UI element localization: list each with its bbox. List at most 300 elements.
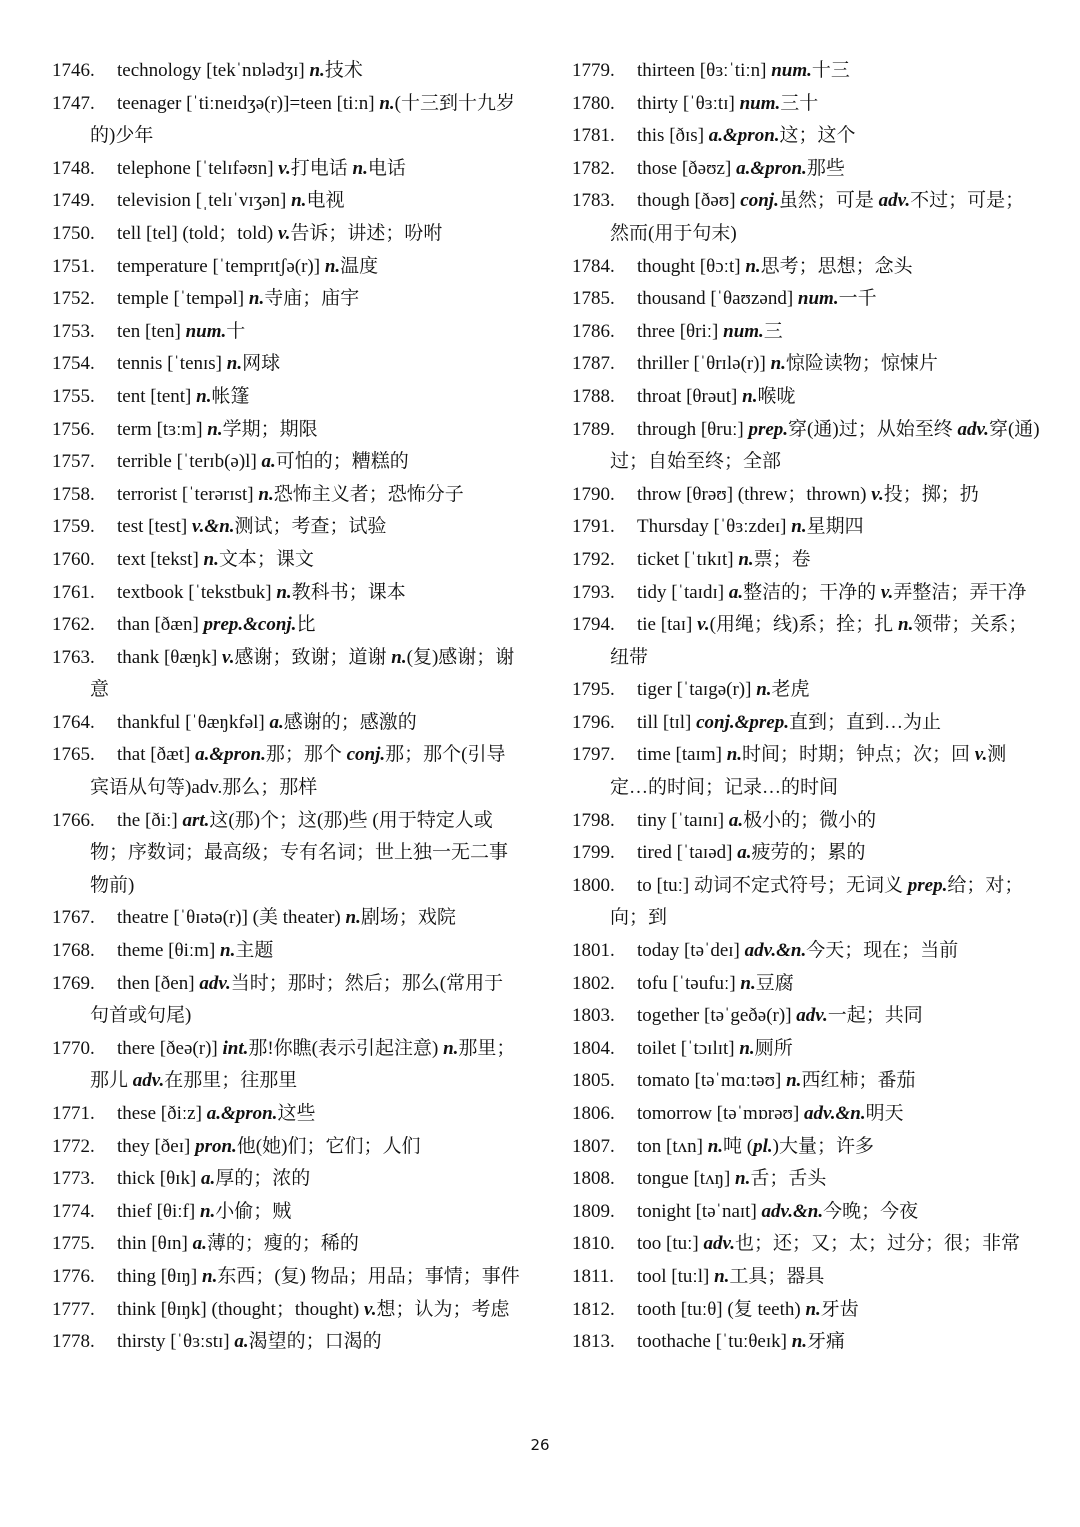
entry-headword: time [taɪm] xyxy=(637,744,722,766)
part-of-speech: n. xyxy=(352,157,368,179)
entry-number: 1756. xyxy=(52,418,95,440)
definition: 教科书；课本 xyxy=(291,581,406,603)
part-of-speech: n. xyxy=(309,60,325,81)
definition: 豆腐 xyxy=(755,972,794,994)
entry-number: 1786. xyxy=(572,320,615,342)
part-of-speech: n. xyxy=(220,940,236,962)
definition: 三十 xyxy=(780,92,819,114)
definition: 疲劳的；累的 xyxy=(751,842,866,864)
definition: 电视 xyxy=(306,190,345,212)
part-of-speech: n. xyxy=(739,1037,755,1059)
entry-number: 1778. xyxy=(52,1331,95,1353)
entry-headword: tomorrow [təˈmɒrəʊ] xyxy=(637,1103,800,1124)
part-of-speech: n. xyxy=(805,1298,821,1320)
entry-number: 1797. xyxy=(572,744,615,766)
definition: 弄整洁；弄干净 xyxy=(893,581,1027,603)
part-of-speech: n. xyxy=(276,581,292,603)
vocab-entry xyxy=(52,544,520,577)
entry-number: 1802. xyxy=(572,972,615,994)
entry-headword: tooth [tuːθ] (复 teeth) xyxy=(637,1298,801,1320)
definition: 给；对；向；到 xyxy=(610,874,1024,929)
right-column xyxy=(572,55,1042,1359)
vocab-entry xyxy=(572,153,1042,186)
part-of-speech: v. xyxy=(222,646,235,668)
definition: 打电话 xyxy=(290,157,353,179)
definition: 明天 xyxy=(865,1103,904,1124)
entry-number: 1766. xyxy=(52,809,95,831)
entry-number: 1771. xyxy=(52,1103,95,1124)
vocab-entry xyxy=(572,1000,1042,1033)
entry-headword: term [tɜːm] xyxy=(117,418,203,440)
entry-number: 1769. xyxy=(52,972,95,994)
vocab-entry xyxy=(572,837,1042,870)
vocab-entry xyxy=(572,577,1042,610)
part-of-speech: num. xyxy=(185,320,227,342)
definition: 测试；考查；试验 xyxy=(234,516,387,538)
entry-number: 1811. xyxy=(572,1265,615,1287)
part-of-speech: adv.&n. xyxy=(744,940,807,962)
part-of-speech: n. xyxy=(791,1331,808,1353)
definition: 舌；舌头 xyxy=(750,1168,827,1190)
definition: 温度 xyxy=(340,255,379,277)
definition: 今天；现在；当前 xyxy=(806,940,959,962)
entry-headword: tennis [ˈtenɪs] xyxy=(117,353,223,375)
definition: 比 xyxy=(296,614,316,636)
entry-headword: these [ðiːz] xyxy=(117,1103,202,1124)
vocab-entry xyxy=(52,1163,520,1196)
entry-number: 1792. xyxy=(572,548,615,570)
entry-headword: toilet [ˈtɔɪlɪt] xyxy=(637,1037,735,1059)
definition: 一起；共同 xyxy=(827,1005,923,1027)
entry-headword: tent [tent] xyxy=(117,385,192,407)
entry-headword: thing [θɪŋ] xyxy=(117,1265,198,1287)
vocab-entry xyxy=(572,609,1042,674)
entry-headword: toothache [ˈtuːθeɪk] xyxy=(637,1331,787,1353)
entry-number: 1772. xyxy=(52,1135,95,1157)
part-of-speech: art. xyxy=(182,809,210,831)
part-of-speech: n. xyxy=(202,1265,218,1287)
vocab-entry xyxy=(52,88,520,153)
vocab-entry xyxy=(52,968,520,1033)
part-of-speech: v. xyxy=(880,581,894,603)
vocab-entry xyxy=(52,1261,520,1294)
entry-headword: thought [θɔːt] xyxy=(637,255,741,277)
entry-number: 1781. xyxy=(572,125,615,147)
part-of-speech: n. xyxy=(742,385,758,407)
entry-headword: tired [ˈtaɪəd] xyxy=(637,842,733,864)
part-of-speech: n. xyxy=(740,972,756,994)
part-of-speech: pron. xyxy=(195,1135,237,1157)
definition: 穿(通)过；从始至终 xyxy=(788,418,958,440)
definition: 老虎 xyxy=(771,679,810,701)
entry-number: 1767. xyxy=(52,907,95,929)
definition: 整洁的；干净的 xyxy=(743,581,881,603)
part-of-speech: a. xyxy=(234,1331,249,1353)
vocab-entry xyxy=(572,511,1042,544)
entry-number: 1796. xyxy=(572,711,615,733)
entry-headword: textbook [ˈtekstbuk] xyxy=(117,581,272,603)
vocab-entry xyxy=(52,1098,520,1131)
part-of-speech: n. xyxy=(345,907,361,929)
entry-number: 1747. xyxy=(52,92,95,114)
definition: )大量；许多 xyxy=(772,1135,874,1157)
vocab-entry xyxy=(52,1326,520,1359)
entry-headword: theme [θiːm] xyxy=(117,940,216,962)
vocab-entry xyxy=(52,642,520,707)
entry-headword: then [ðen] xyxy=(117,972,195,994)
entry-number: 1780. xyxy=(572,92,615,114)
part-of-speech: v.&n. xyxy=(191,516,235,538)
entry-number: 1812. xyxy=(572,1298,615,1320)
entry-headword: thousand [ˈθaʊzənd] xyxy=(637,288,794,310)
definition: 那；那个(引导宾语从句等)adv.那么；那样 xyxy=(90,744,506,799)
entry-headword: temperature [ˈtemprɪtʃə(r)] xyxy=(117,255,321,277)
entry-headword: this [ðɪs] xyxy=(637,125,705,147)
entry-number: 1774. xyxy=(52,1200,95,1222)
entry-headword: thirsty [ˈθɜːstɪ] xyxy=(117,1331,230,1353)
entry-number: 1751. xyxy=(52,255,95,277)
entry-headword: Thursday [ˈθɜːzdeɪ] xyxy=(637,516,787,538)
definition: 寺庙；庙宇 xyxy=(264,288,360,310)
definition: 那!你瞧(表示引起注意) xyxy=(248,1037,444,1059)
vocab-entry xyxy=(52,218,520,251)
entry-headword: they [ðeɪ] xyxy=(117,1135,191,1157)
entry-number: 1758. xyxy=(52,483,95,505)
part-of-speech: adv. xyxy=(957,418,989,440)
entry-headword: tidy [ˈtaɪdɪ] xyxy=(637,581,725,603)
definition: 不过；可是；然而(用于句末) xyxy=(610,190,1025,244)
vocab-entry xyxy=(572,544,1042,577)
vocab-entry xyxy=(572,968,1042,1001)
entry-number: 1791. xyxy=(572,516,615,538)
vocab-entry xyxy=(52,902,520,935)
entry-headword: telephone [ˈtelɪfəʊn] xyxy=(117,157,274,179)
part-of-speech: v. xyxy=(278,157,291,179)
part-of-speech: a. xyxy=(192,1233,207,1255)
definition: 测定…的时间；记录…的时间 xyxy=(610,744,1007,799)
part-of-speech: prep.&conj. xyxy=(203,614,297,636)
part-of-speech: a. xyxy=(261,451,276,473)
part-of-speech: n. xyxy=(791,516,807,538)
definition: 感谢；致谢；道谢 xyxy=(234,646,392,668)
part-of-speech: n. xyxy=(756,679,772,701)
entry-number: 1763. xyxy=(52,646,95,668)
entry-headword: ticket [ˈtɪkɪt] xyxy=(637,548,734,570)
definition: 一千 xyxy=(838,288,877,310)
vocab-entry xyxy=(572,88,1042,121)
part-of-speech: conj. xyxy=(740,190,779,212)
entry-headword: television [ˌtelɪˈvɪʒən] xyxy=(117,190,287,212)
entry-number: 1787. xyxy=(572,353,615,375)
entry-number: 1759. xyxy=(52,516,95,538)
entry-number: 1788. xyxy=(572,385,615,407)
definition: 电话 xyxy=(367,157,406,179)
entry-headword: together [təˈgeðə(r)] xyxy=(637,1005,792,1027)
vocab-entry xyxy=(572,805,1042,838)
entry-headword: text [tekst] xyxy=(117,548,199,570)
definition: 渴望的；口渴的 xyxy=(248,1331,382,1353)
entry-headword: ton [tʌn] xyxy=(637,1135,703,1157)
entry-headword: theatre [ˈθɪətə(r)] (美 theater) xyxy=(117,907,341,929)
entry-number: 1799. xyxy=(572,842,615,864)
entry-headword: thin [θɪn] xyxy=(117,1233,188,1255)
definition: 学期；期限 xyxy=(222,418,318,440)
entry-number: 1776. xyxy=(52,1265,95,1287)
definition: 星期四 xyxy=(806,516,864,538)
entry-headword: thirteen [θɜːˈtiːn] xyxy=(637,60,767,81)
part-of-speech: num. xyxy=(739,92,781,114)
vocab-entry xyxy=(52,739,520,804)
part-of-speech: prep. xyxy=(748,418,789,440)
vocab-entry xyxy=(572,1065,1042,1098)
definition: 在那里；往那里 xyxy=(164,1070,298,1092)
part-of-speech: adv. xyxy=(878,190,911,212)
entry-number: 1765. xyxy=(52,744,95,766)
entry-headword: than [ðæn] xyxy=(117,614,199,636)
vocab-entry xyxy=(52,609,520,642)
vocab-entry xyxy=(52,707,520,740)
entry-headword: test [test] xyxy=(117,516,188,538)
part-of-speech: n. xyxy=(443,1037,459,1059)
vocab-entry xyxy=(572,1261,1042,1294)
vocab-entry xyxy=(52,316,520,349)
definition: 穿(通)过；自始至终；全部 xyxy=(610,418,1040,473)
entry-number: 1808. xyxy=(572,1168,615,1190)
entry-headword: tofu [ˈtəufuː] xyxy=(637,972,736,994)
entry-headword: though [ðəʊ] xyxy=(637,190,736,212)
part-of-speech: conj.&prep. xyxy=(696,711,789,733)
part-of-speech: pl. xyxy=(753,1135,773,1157)
part-of-speech: a.&pron. xyxy=(736,157,807,179)
entry-number: 1764. xyxy=(52,711,95,733)
part-of-speech: a. xyxy=(728,581,744,603)
entry-number: 1750. xyxy=(52,222,95,244)
left-column xyxy=(52,55,520,1359)
definition: 思考；思想；念头 xyxy=(760,255,913,277)
definition: 他(她)们；它们；人们 xyxy=(236,1135,421,1157)
definition: 西红柿；番茄 xyxy=(801,1070,916,1092)
definition: 那里；那儿 xyxy=(90,1037,516,1092)
part-of-speech: int. xyxy=(222,1037,249,1059)
part-of-speech: adv.&n. xyxy=(761,1200,824,1222)
entry-headword: throw [θrəʊ] (threw；thrown) xyxy=(637,483,867,505)
entry-headword: thief [θiːf] xyxy=(117,1200,196,1222)
entry-number: 1795. xyxy=(572,679,615,701)
vocab-entry xyxy=(52,381,520,414)
vocab-entry xyxy=(572,381,1042,414)
definition: 这些 xyxy=(277,1103,316,1124)
part-of-speech: n. xyxy=(735,1168,751,1190)
vocab-entry xyxy=(572,316,1042,349)
entry-number: 1793. xyxy=(572,581,615,603)
entry-number: 1754. xyxy=(52,353,95,375)
definition: 吨 ( xyxy=(723,1135,754,1157)
part-of-speech: n. xyxy=(738,548,754,570)
definition: 可怕的；糟糕的 xyxy=(275,451,409,473)
entry-number: 1770. xyxy=(52,1037,95,1059)
part-of-speech: n. xyxy=(379,92,395,114)
vocab-entry xyxy=(572,120,1042,153)
entry-headword: tell [tel] (told；told) xyxy=(117,222,274,244)
vocab-entry xyxy=(572,283,1042,316)
vocab-entry xyxy=(572,1163,1042,1196)
vocab-entry xyxy=(52,251,520,284)
entry-number: 1779. xyxy=(572,60,615,81)
vocab-entry xyxy=(572,1326,1042,1359)
entry-number: 1755. xyxy=(52,385,95,407)
definition: 领带；关系；纽带 xyxy=(610,614,1028,668)
entry-number: 1794. xyxy=(572,614,615,636)
entry-number: 1810. xyxy=(572,1233,615,1255)
vocab-entry xyxy=(52,55,520,88)
part-of-speech: n. xyxy=(707,1135,724,1157)
entry-number: 1807. xyxy=(572,1135,615,1157)
part-of-speech: v. xyxy=(974,744,988,766)
entry-number: 1762. xyxy=(52,614,95,636)
vocab-entry xyxy=(52,1196,520,1229)
vocab-entry xyxy=(572,739,1042,804)
vocab-entry xyxy=(52,348,520,381)
definition: 今晚；今夜 xyxy=(823,1200,919,1222)
definition: 恐怖主义者；恐怖分子 xyxy=(273,483,464,505)
definition: 厚的；浓的 xyxy=(215,1168,311,1190)
definition: 那；那个 xyxy=(265,744,347,766)
entry-headword: thriller [ˈθrɪlə(r)] xyxy=(637,353,766,375)
definition: 工具；器具 xyxy=(729,1265,825,1287)
entry-number: 1749. xyxy=(52,190,95,212)
vocab-entry xyxy=(52,1131,520,1164)
part-of-speech: conj. xyxy=(346,744,386,766)
part-of-speech: n. xyxy=(207,418,223,440)
part-of-speech: adv. xyxy=(199,972,231,994)
definition: 网球 xyxy=(242,353,281,375)
definition: 当时；那时；然后；那么(常用于句首或句尾) xyxy=(90,972,504,1027)
entry-number: 1805. xyxy=(572,1070,615,1092)
part-of-speech: v. xyxy=(697,614,710,636)
part-of-speech: n. xyxy=(324,255,341,277)
vocab-entry xyxy=(52,446,520,479)
entry-headword: thirty [ˈθɜːtɪ] xyxy=(637,92,735,114)
entry-number: 1800. xyxy=(572,874,615,896)
part-of-speech: a. xyxy=(269,711,284,733)
vocab-entry xyxy=(572,935,1042,968)
entry-number: 1757. xyxy=(52,451,95,473)
vocab-entry xyxy=(572,1196,1042,1229)
vocab-entry xyxy=(572,414,1042,479)
part-of-speech: adv. xyxy=(703,1233,735,1255)
vocab-entry xyxy=(572,251,1042,284)
definition: 十三 xyxy=(811,60,850,81)
part-of-speech: n. xyxy=(291,190,307,212)
entry-headword: through [θruː] xyxy=(637,418,744,440)
part-of-speech: n. xyxy=(258,483,274,505)
part-of-speech: n. xyxy=(726,744,743,766)
entry-headword: tiger [ˈtaɪgə(r)] xyxy=(637,679,752,701)
entry-number: 1789. xyxy=(572,418,615,440)
definition: (用绳；线)系；拴；扎 xyxy=(709,614,899,636)
part-of-speech: a.&pron. xyxy=(206,1103,278,1124)
entry-number: 1777. xyxy=(52,1298,95,1320)
vocab-entry xyxy=(52,1228,520,1261)
vocab-entry xyxy=(52,479,520,512)
entry-headword: the [ðiː] xyxy=(117,809,178,831)
part-of-speech: n. xyxy=(248,288,265,310)
part-of-speech: n. xyxy=(898,614,914,636)
part-of-speech: prep. xyxy=(907,874,948,896)
entry-number: 1813. xyxy=(572,1331,615,1353)
vocab-entry xyxy=(572,1294,1042,1327)
entry-number: 1773. xyxy=(52,1168,95,1190)
entry-number: 1775. xyxy=(52,1233,95,1255)
entry-number: 1768. xyxy=(52,940,95,962)
part-of-speech: n. xyxy=(199,1200,216,1222)
definition: 主题 xyxy=(235,940,274,962)
definition: 薄的；瘦的；稀的 xyxy=(206,1233,359,1255)
entry-headword: to [tuː] 动词不定式符号；无词义 xyxy=(637,874,903,896)
part-of-speech: n. xyxy=(391,646,407,668)
entry-headword: terrible [ˈterɪb(ə)l] xyxy=(117,451,257,473)
vocab-entry xyxy=(572,55,1042,88)
entry-number: 1801. xyxy=(572,940,615,962)
definition: 东西；(复) 物品；用品；事情；事件 xyxy=(217,1265,520,1287)
vocab-entry xyxy=(572,185,1042,250)
entry-headword: there [ðeə(r)] xyxy=(117,1037,218,1059)
entry-headword: temple [ˈtempəl] xyxy=(117,288,245,310)
vocab-entry xyxy=(572,674,1042,707)
part-of-speech: num. xyxy=(797,288,839,310)
entry-headword: thankful [ˈθæŋkfəl] xyxy=(117,711,265,733)
vocab-entry xyxy=(52,935,520,968)
part-of-speech: adv. xyxy=(132,1070,165,1092)
vocab-entry xyxy=(52,805,520,903)
entry-headword: tonight [təˈnaɪt] xyxy=(637,1200,757,1222)
vocab-entry xyxy=(52,1033,520,1098)
vocab-entry xyxy=(52,185,520,218)
entry-headword: till [tɪl] xyxy=(637,711,692,733)
entry-number: 1760. xyxy=(52,548,95,570)
part-of-speech: num. xyxy=(723,320,764,342)
entry-headword: throat [θrəut] xyxy=(637,385,738,407)
entry-number: 1782. xyxy=(572,157,615,179)
vocab-entry xyxy=(52,511,520,544)
definition: 牙痛 xyxy=(807,1331,846,1353)
definition: 也；还；又；太；过分；很；非常 xyxy=(734,1233,1020,1255)
entry-number: 1809. xyxy=(572,1200,615,1222)
part-of-speech: adv.&n. xyxy=(804,1103,866,1124)
definition: 三 xyxy=(763,320,783,342)
definition: 十 xyxy=(226,320,246,342)
entry-number: 1803. xyxy=(572,1005,615,1027)
entry-number: 1752. xyxy=(52,288,95,310)
definition: (十三到十九岁的)少年 xyxy=(90,92,515,147)
entry-headword: thick [θɪk] xyxy=(117,1168,197,1190)
definition: 牙齿 xyxy=(820,1298,859,1320)
entry-number: 1746. xyxy=(52,60,95,81)
page-number: 26 xyxy=(530,1436,550,1454)
vocab-entry xyxy=(572,707,1042,740)
definition: 虽然；可是 xyxy=(778,190,879,212)
vocab-entry xyxy=(572,1228,1042,1261)
vocab-entry xyxy=(52,1294,520,1327)
part-of-speech: n. xyxy=(786,1070,802,1092)
definition: 投；掷；扔 xyxy=(883,483,979,505)
vocab-entry xyxy=(572,1098,1042,1131)
part-of-speech: a. xyxy=(728,809,744,831)
vocab-entry xyxy=(52,153,520,186)
entry-headword: too [tuː] xyxy=(637,1233,699,1255)
entry-headword: tongue [tʌŋ] xyxy=(637,1168,731,1190)
vocab-entry xyxy=(572,1131,1042,1164)
